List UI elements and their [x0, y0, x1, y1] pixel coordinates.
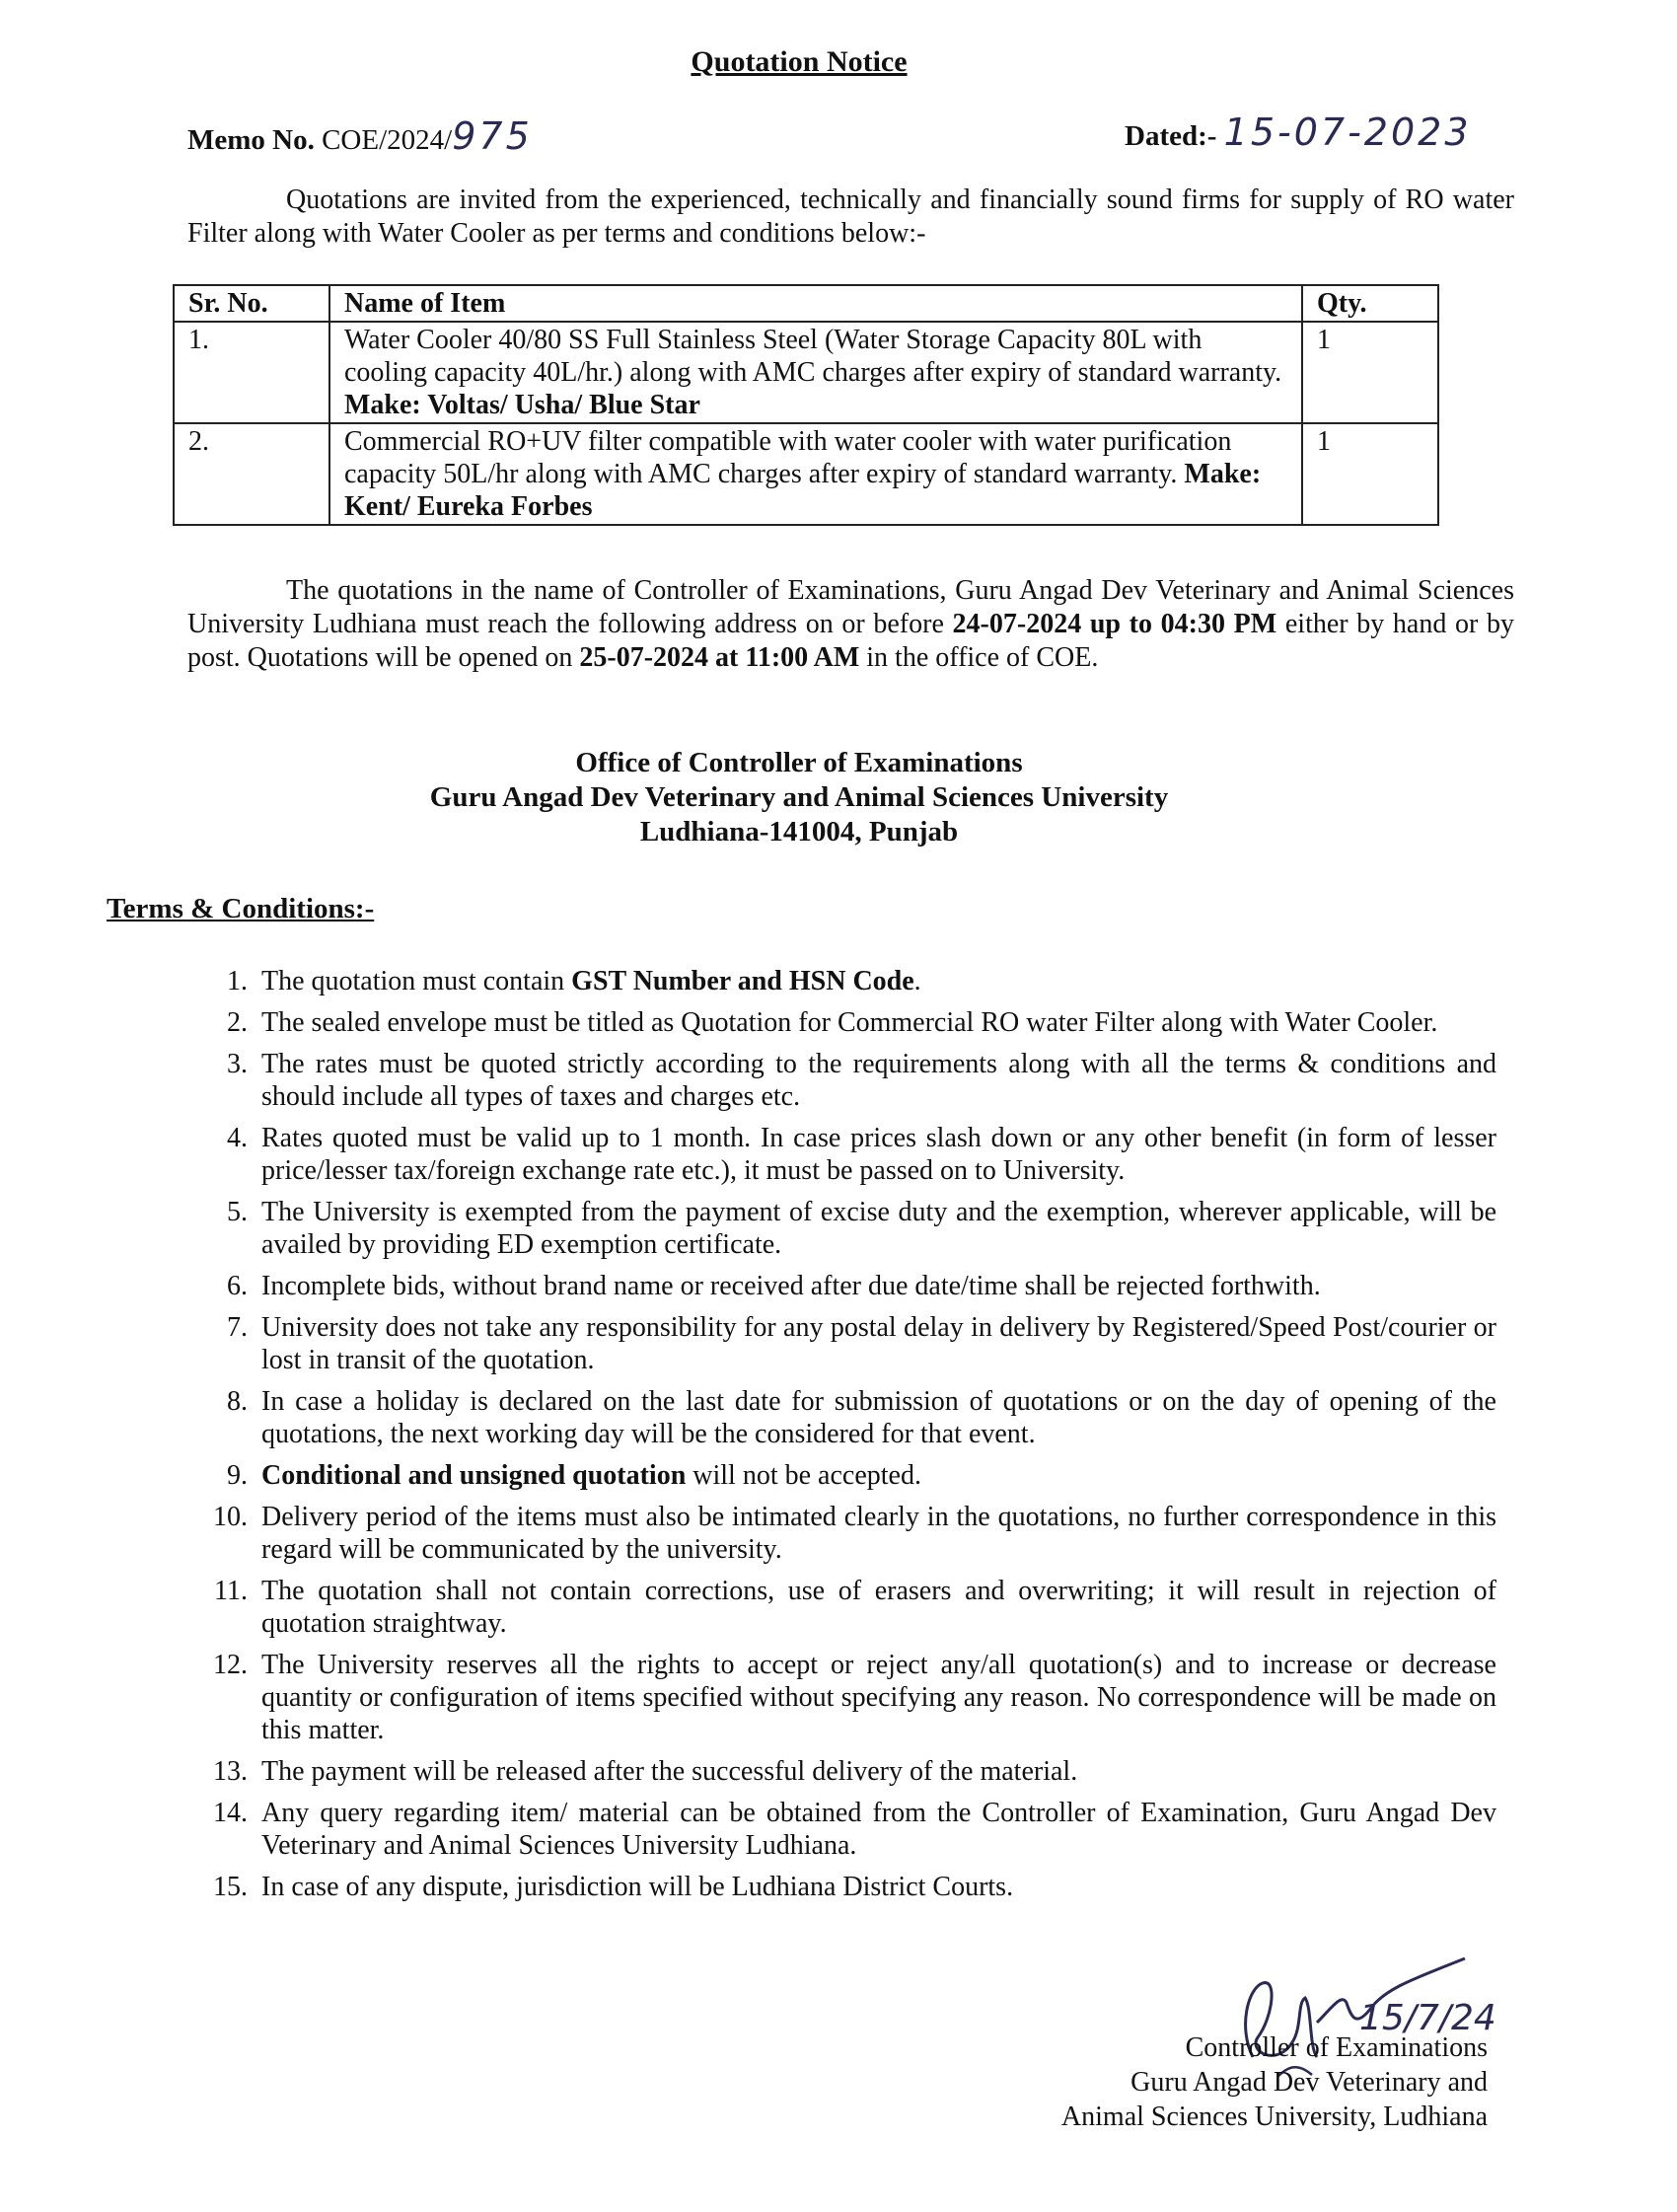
term-item [227, 1196, 1496, 1261]
term-number: 12. [213, 1650, 248, 1680]
memo-label: Memo No. [187, 124, 315, 156]
term-item [227, 1311, 1496, 1376]
term-number: 2. [227, 1007, 248, 1038]
header-sr-no: Sr. No. [174, 285, 329, 322]
header-item-name: Name of Item [329, 285, 1302, 322]
term-number: 1. [227, 966, 248, 996]
term-text: The quotation shall not contain corrections, use of erasers and overwriting; it will result in rejection of quotation straightway. [261, 1576, 1496, 1639]
term-item [213, 1755, 1496, 1788]
term-text: The University reserves all the rights to accept or reject any/all quotation(s) and to increase or decrease quantity or configuration of items specified without specifying any reason. No correspondence will be made on this matter. [261, 1650, 1496, 1745]
term-number: 11. [214, 1576, 248, 1606]
term-text: Delivery period of the items must also be intimated clearly in the quotations, no further correspondence in this regard will be communicated by the university. [261, 1502, 1496, 1565]
cell-item [329, 423, 1302, 525]
submission-text: The quotations in the name of Controller of Examinations, Guru Angad Dev Veterinary and Animal Sciences University Ludhiana must reach the following address on or before [187, 575, 1514, 639]
term-item [227, 1270, 1496, 1302]
term-text: . [913, 966, 921, 996]
term-number: 5. [227, 1197, 248, 1227]
term-item [227, 965, 1496, 997]
table-row [174, 322, 1438, 423]
address-line: Guru Angad Dev Veterinary and Animal Sciences University [429, 781, 1169, 813]
term-number: 9. [227, 1460, 248, 1491]
term-item [227, 1385, 1496, 1450]
items-table [173, 284, 1439, 526]
term-number: 3. [227, 1049, 248, 1079]
memo-handwritten-number: 975 [452, 114, 533, 158]
term-text: Any query regarding item/ material can be obtained from the Controller of Examination, Guru Angad Dev Veterinary and Animal Sciences University Ludhiana. [261, 1798, 1496, 1861]
office-address [0, 746, 1598, 849]
term-number: 6. [227, 1271, 248, 1301]
term-text: The University is exempted from the payment of excise duty and the exemption, wherever applicable, will be availed by providing ED exemption certificate. [261, 1197, 1496, 1260]
submission-paragraph [187, 574, 1514, 675]
designation-line: Controller of Examinations [1185, 2032, 1488, 2063]
submission-deadline: 24-07-2024 up to 04:30 PM [952, 609, 1277, 639]
item-make: Make: Voltas/ Usha/ Blue Star [344, 390, 700, 420]
term-item [227, 1006, 1496, 1039]
term-bold-text: GST Number and HSN Code [571, 966, 914, 996]
term-number: 4. [227, 1123, 248, 1153]
term-text: Rates quoted must be valid up to 1 month. In case prices slash down or any other benefit (in form of lesser price/lesser tax/foreign exchange rate etc.), it must be passed on to University. [261, 1123, 1496, 1186]
designation-line: Animal Sciences University, Ludhiana [1060, 2101, 1488, 2132]
intro-paragraph: Quotations are invited from the experienced, technically and financially sound firms for supply of RO water Filter along with Water Cooler as per terms and conditions below:- [187, 184, 1514, 249]
item-description: Commercial RO+UV filter compatible with water cooler with water purification capacity 50L/hr along with AMC charges after expiry of standard warranty. [344, 426, 1232, 489]
cell-sr: 2. [174, 423, 329, 525]
term-bold-text: Conditional and unsigned quotation [261, 1460, 687, 1491]
address-line: Office of Controller of Examinations [575, 747, 1023, 778]
term-item [213, 1649, 1496, 1746]
item-make: Make: Kent/ Eureka Forbes [344, 459, 1262, 522]
dated [1125, 111, 1472, 154]
terms-list [213, 965, 1496, 1912]
term-text: The sealed envelope must be titled as Quotation for Commercial RO water Filter along with Water Cooler. [261, 1007, 1438, 1038]
term-item [227, 1122, 1496, 1187]
cell-qty: 1 [1302, 322, 1438, 423]
item-description: Water Cooler 40/80 SS Full Stainless Steel (Water Storage Capacity 80L with cooling capacity 40L/hr.) along with AMC charges after expiry of standard warranty. [344, 325, 1282, 388]
term-text: In case a holiday is declared on the last date for submission of quotations or on the day of opening of the quotations, the next working day will be the considered for that event. [261, 1386, 1496, 1449]
term-text: will not be accepted. [686, 1460, 921, 1491]
term-number: 8. [227, 1386, 248, 1417]
term-text: The rates must be quoted strictly according to the requirements along with all the terms & conditions and should include all types of taxes and charges etc. [261, 1049, 1496, 1112]
term-item [214, 1575, 1496, 1640]
dated-label: Dated:- [1125, 120, 1217, 152]
terms-heading: Terms & Conditions:- [107, 893, 375, 924]
term-item [213, 1501, 1496, 1566]
submission-text: either by hand or by post. Quotations will be opened on [187, 609, 1515, 673]
signature-date: 15/7/24 [1359, 1998, 1496, 2038]
table-row [174, 423, 1438, 525]
term-number: 10. [213, 1502, 248, 1532]
page-title: Quotation Notice [691, 45, 908, 78]
term-text: Incomplete bids, without brand name or received after due date/time shall be rejected forthwith. [261, 1271, 1321, 1301]
header-qty: Qty. [1302, 285, 1438, 322]
term-text: The payment will be released after the successful delivery of the material. [261, 1756, 1078, 1787]
memo-number-prefix: COE/2024/ [322, 124, 453, 156]
term-text: In case of any dispute, jurisdiction will be Ludhiana District Courts. [261, 1872, 1014, 1902]
term-number: 15. [213, 1872, 248, 1902]
cell-qty: 1 [1302, 423, 1438, 525]
designation-line: Guru Angad Dev Veterinary and [1130, 2067, 1488, 2098]
term-item [213, 1871, 1496, 1903]
opening-datetime: 25-07-2024 at 11:00 AM [579, 642, 860, 673]
memo-number [187, 114, 533, 158]
address-line: Ludhiana-141004, Punjab [639, 816, 959, 848]
signatory-designation [1061, 2030, 1488, 2134]
term-number: 14. [213, 1798, 248, 1828]
term-text: University does not take any responsibility for any postal delay in delivery by Registered/Speed Post/courier or lost in transit of the quotation. [261, 1312, 1496, 1375]
dated-handwritten: 15-07-2023 [1223, 111, 1472, 154]
cell-item [329, 322, 1302, 423]
cell-sr: 1. [174, 322, 329, 423]
table-header-row [174, 285, 1438, 322]
term-number: 7. [227, 1312, 248, 1343]
term-item [227, 1048, 1496, 1113]
term-text: The quotation must contain [261, 966, 565, 996]
term-item [227, 1459, 1496, 1492]
term-item [213, 1797, 1496, 1862]
submission-text: in the office of COE. [866, 642, 1099, 673]
term-number: 13. [213, 1756, 248, 1787]
